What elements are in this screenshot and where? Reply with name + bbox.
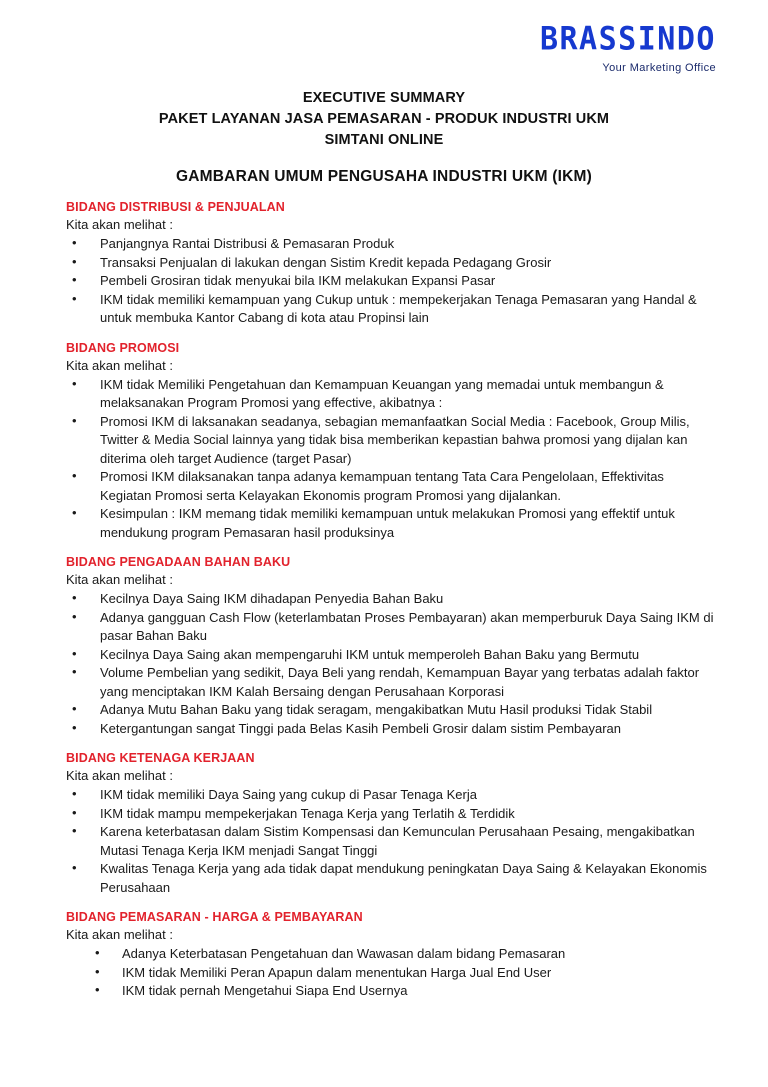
logo-tagline: Your Marketing Office <box>602 62 716 74</box>
list-item: • Kecilnya Daya Saing IKM dihadapan Penyedia Bahan Baku <box>66 590 716 609</box>
bullet-list <box>66 235 716 328</box>
content-section <box>66 200 716 328</box>
list-item: • Pembeli Grosiran tidak menyukai bila IKM melakukan Expansi Pasar <box>66 272 716 291</box>
list-item: • Kecilnya Daya Saing akan mempengaruhi IKM untuk memperoleh Bahan Baku yang Bermutu <box>66 646 716 665</box>
list-item: • Ketergantungan sangat Tinggi pada Belas Kasih Pembeli Grosir dalam sistim Pembayaran <box>66 720 716 739</box>
list-item: • Transaksi Penjualan di lakukan dengan Sistim Kredit kepada Pedagang Grosir <box>66 254 716 273</box>
section-heading: BIDANG PENGADAAN BAHAN BAKU <box>66 555 291 569</box>
page-title: EXECUTIVE SUMMARY <box>302 90 466 106</box>
list-item: • Panjangnya Rantai Distribusi & Pemasaran Produk <box>66 235 716 254</box>
page-subtitle-line-1: PAKET LAYANAN JASA PEMASARAN - PRODUK INDUSTRI UKM <box>158 111 610 127</box>
section-lead-text: Kita akan melihat : <box>66 217 173 232</box>
page-subtitle-line-2: SIMTANI ONLINE <box>324 132 444 148</box>
list-item: • Volume Pembelian yang sedikit, Daya Beli yang rendah, Kemampuan Bayar yang terbatas adalah faktor yang menciptakan IKM Kalah Bersaing dengan Perusahaan Korporasi <box>66 664 716 701</box>
section-heading: BIDANG PROMOSI <box>66 340 180 355</box>
list-item: • Promosi IKM di laksanakan seadanya, sebagian memanfaatkan Social Media : Facebook, Group Milis, Twitter & Media Social lainnya yang tidak bisa memberikan kepastian bahwa promosi yang dijalan kan diterima oleh target Audience (target Pasar) <box>66 413 716 469</box>
section-heading: BIDANG DISTRIBUSI & PENJUALAN <box>66 200 285 214</box>
content-section <box>66 910 716 1001</box>
list-item: • IKM tidak memiliki Daya Saing yang cukup di Pasar Tenaga Kerja <box>66 786 716 805</box>
list-item: • IKM tidak Memiliki Peran Apapun dalam menentukan Harga Jual End User <box>66 964 716 983</box>
section-heading: BIDANG KETENAGA KERJAAN <box>66 751 255 765</box>
list-item: • Adanya Mutu Bahan Baku yang tidak seragam, mengakibatkan Mutu Hasil produksi Tidak Stabil <box>66 701 716 720</box>
section-lead-text: Kita akan melihat : <box>66 927 173 942</box>
bullet-list <box>66 945 716 1001</box>
logo-wordmark: BRASSINDO <box>539 20 716 59</box>
section-lead-text: Kita akan melihat : <box>66 768 173 783</box>
bullet-list <box>66 376 716 543</box>
brassindo-logo <box>539 20 716 74</box>
list-item: • IKM tidak mampu mempekerjakan Tenaga Kerja yang Terlatih & Terdidik <box>66 805 716 824</box>
content-section <box>66 341 716 543</box>
list-item: • Adanya Keterbatasan Pengetahuan dan Wawasan dalam bidang Pemasaran <box>66 945 716 964</box>
section-overview-title: GAMBARAN UMUM PENGUSAHA INDUSTRI UKM (IKM) <box>176 168 592 185</box>
section-lead-text: Kita akan melihat : <box>66 357 173 373</box>
section-heading: BIDANG PEMASARAN - HARGA & PEMBAYARAN <box>66 910 363 924</box>
bullet-list <box>66 786 716 897</box>
list-item: • Karena keterbatasan dalam Sistim Kompensasi dan Kemunculan Perusahaan Pesaing, mengakibatkan Mutasi Tenaga Kerja IKM menjadi Sangat Tinggi <box>66 823 716 860</box>
content-section <box>66 555 716 738</box>
document-body <box>66 200 716 1014</box>
list-item: • IKM tidak memiliki kemampuan yang Cukup untuk : mempekerjakan Tenaga Pemasaran yang Handal & untuk membuka Kantor Cabang di kota atau Propinsi lain <box>66 291 716 328</box>
document-title-block <box>0 88 768 186</box>
list-item: • IKM tidak Memiliki Pengetahuan dan Kemampuan Keuangan yang memadai untuk membangun & melaksanakan Program Promosi yang effective, akibatnya : <box>66 376 716 413</box>
list-item: • IKM tidak pernah Mengetahui Siapa End Usernya <box>66 982 716 1001</box>
bullet-list <box>66 590 716 738</box>
list-item: • Adanya gangguan Cash Flow (keterlambatan Proses Pembayaran) akan memperburuk Daya Saing IKM di pasar Bahan Baku <box>66 609 716 646</box>
list-item: • Kwalitas Tenaga Kerja yang ada tidak dapat mendukung peningkatan Daya Saing & Kelayakan Ekonomis Perusahaan <box>66 860 716 897</box>
content-section <box>66 751 716 897</box>
section-lead-text: Kita akan melihat : <box>66 572 173 587</box>
list-item: • Kesimpulan : IKM memang tidak memiliki kemampuan untuk melakukan Promosi yang effektif untuk mendukung program Pemasaran hasil produksinya <box>66 505 716 542</box>
list-item: • Promosi IKM dilaksanakan tanpa adanya kemampuan tentang Tata Cara Pengelolaan, Effektivitas Kegiatan Promosi serta Kelayakan Ekonomis program Promosi yang dijalankan. <box>66 468 716 505</box>
